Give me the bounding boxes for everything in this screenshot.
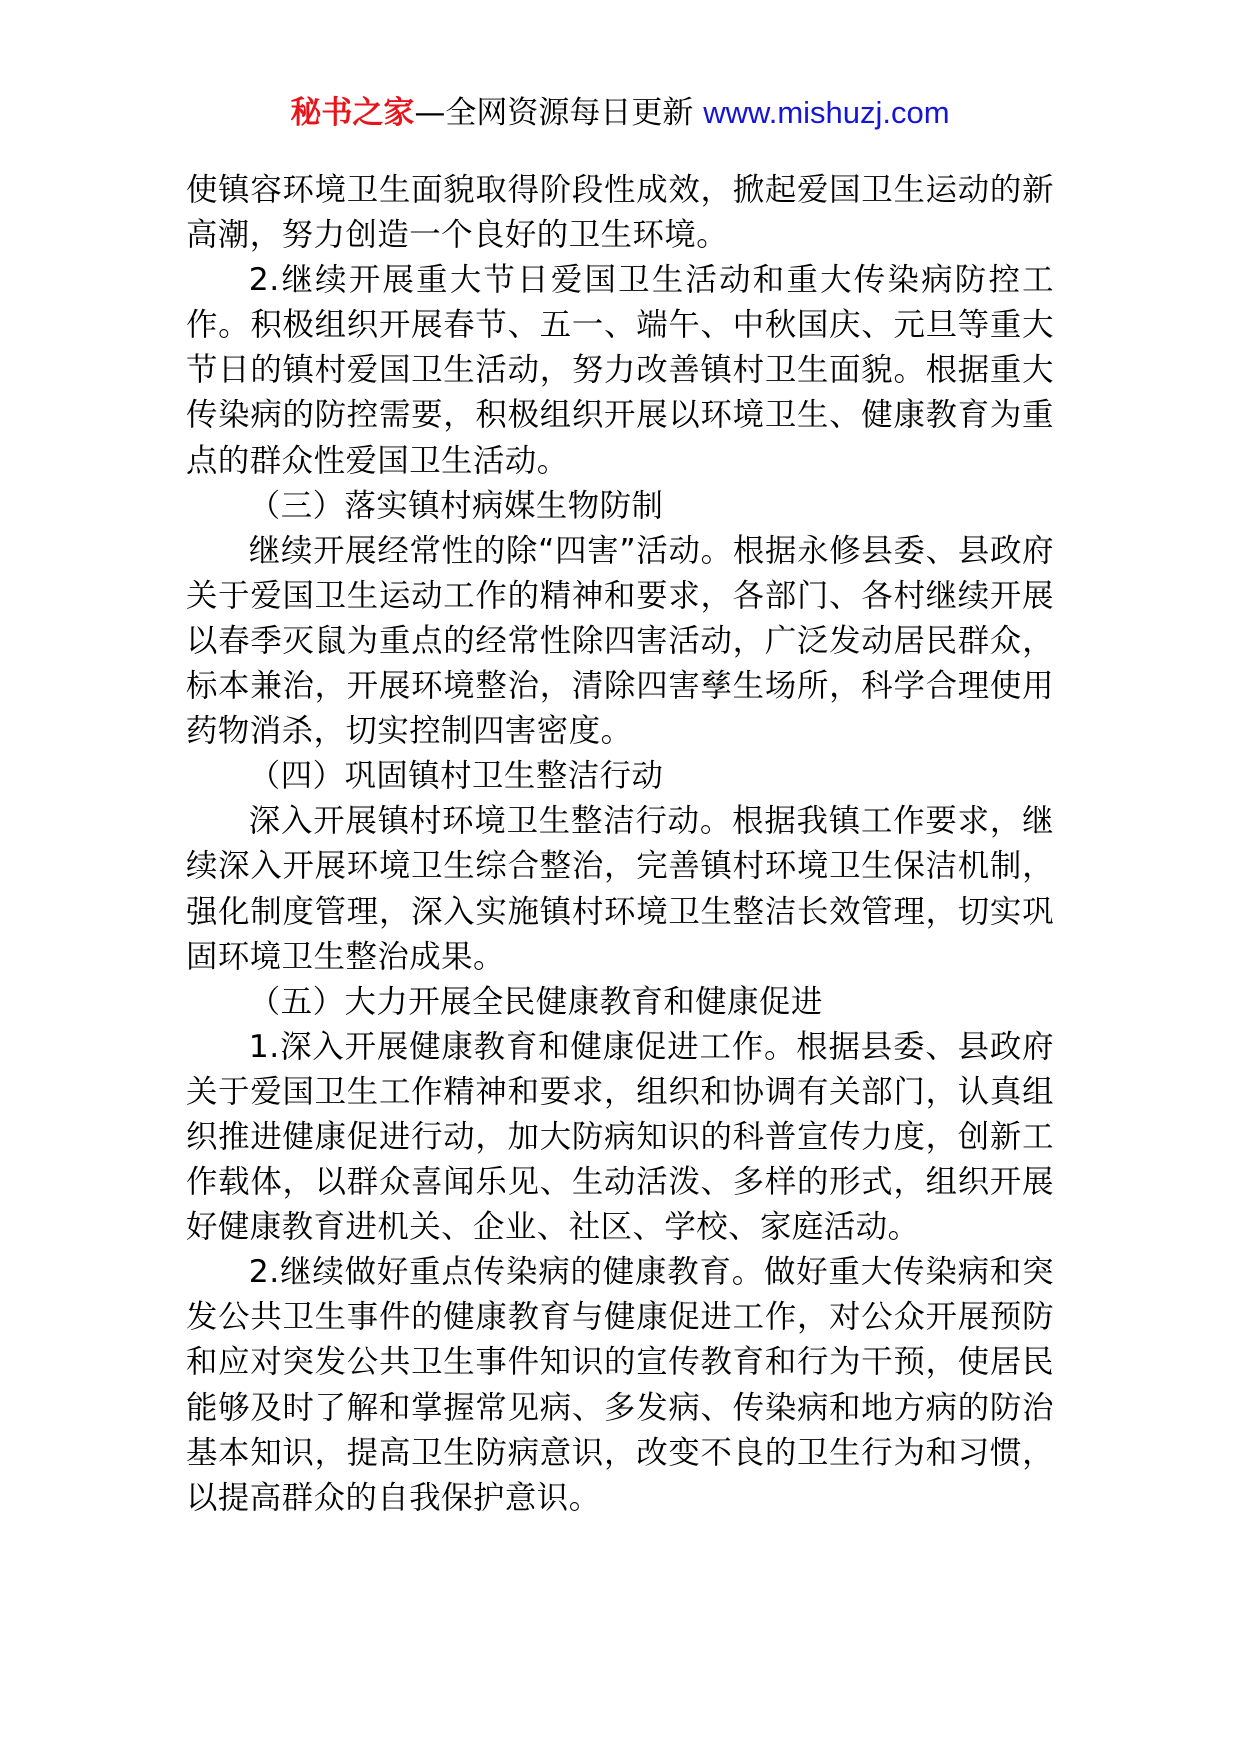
paragraph-item-2-festival-activities: 2.继续开展重大节日爱国卫生活动和重大传染病防控工作。积极组织开展春节、五一、端午、中秋国庆、元旦等重大节日的镇村爱国卫生活动，努力改善镇村卫生面貌。根据重大传染病的防控需要，积极组织开展以环境卫生、健康教育为重点的群众性爱国卫生活动。 xyxy=(186,262,1054,479)
paragraph-item-1-health-education: 1.深入开展健康教育和健康促进工作。根据县委、县政府关于爱国卫生工作精神和要求，组织和协调有关部门，认真组织推进健康促进行动，加大防病知识的科普宣传力度，创新工作载体，以群众喜闻乐见、生动活泼、多样的形式，组织开展好健康教育进机关、企业、社区、学校、家庭活动。 xyxy=(186,1028,1054,1246)
section-heading-5: （五）大力开展全民健康教育和健康促进 xyxy=(248,983,823,1020)
paragraph-pest-control: 继续开展经常性的除“四害”活动。根据永修县委、县政府关于爱国卫生运动工作的精神和要求，各部门、各村继续开展以春季灭鼠为重点的经常性除四害活动，广泛发动居民群众，标本兼治，开展环境整治，清除四害孳生场所，科学合理使用药物消杀，切实控制四害密度。 xyxy=(186,532,1054,750)
site-header xyxy=(0,93,1240,133)
header-slogan: —全网资源每日更新 xyxy=(414,95,694,131)
document-body xyxy=(186,168,1054,1521)
paragraph-item-2-infectious-disease: 2.继续做好重点传染病的健康教育。做好重大传染病和突发公共卫生事件的健康教育与健康促进工作，对公众开展预防和应对突发公共卫生事件知识的宣传教育和行为干预，使居民能够及时了解和掌握常见病、多发病、传染病和地方病的防治基本知识，提高卫生防病意识，改变不良的卫生行为和习惯，以提高群众的自我保护意识。 xyxy=(186,1254,1054,1516)
site-url-link[interactable]: www.mishuzj.com xyxy=(703,95,950,130)
paragraph-continuation: 使镇容环境卫生面貌取得阶段性成效，掀起爱国卫生运动的新高潮，努力创造一个良好的卫生环境。 xyxy=(186,172,1054,254)
section-heading-4: （四）巩固镇村卫生整洁行动 xyxy=(248,758,664,795)
section-heading-3: （三）落实镇村病媒生物防制 xyxy=(248,487,664,524)
paragraph-cleanliness-action: 深入开展镇村环境卫生整洁行动。根据我镇工作要求，继续深入开展环境卫生综合整治，完善镇村环境卫生保洁机制，强化制度管理，深入实施镇村环境卫生整洁长效管理，切实巩固环境卫生整治成果。 xyxy=(186,803,1054,975)
brand-name: 秘书之家 xyxy=(290,95,415,131)
